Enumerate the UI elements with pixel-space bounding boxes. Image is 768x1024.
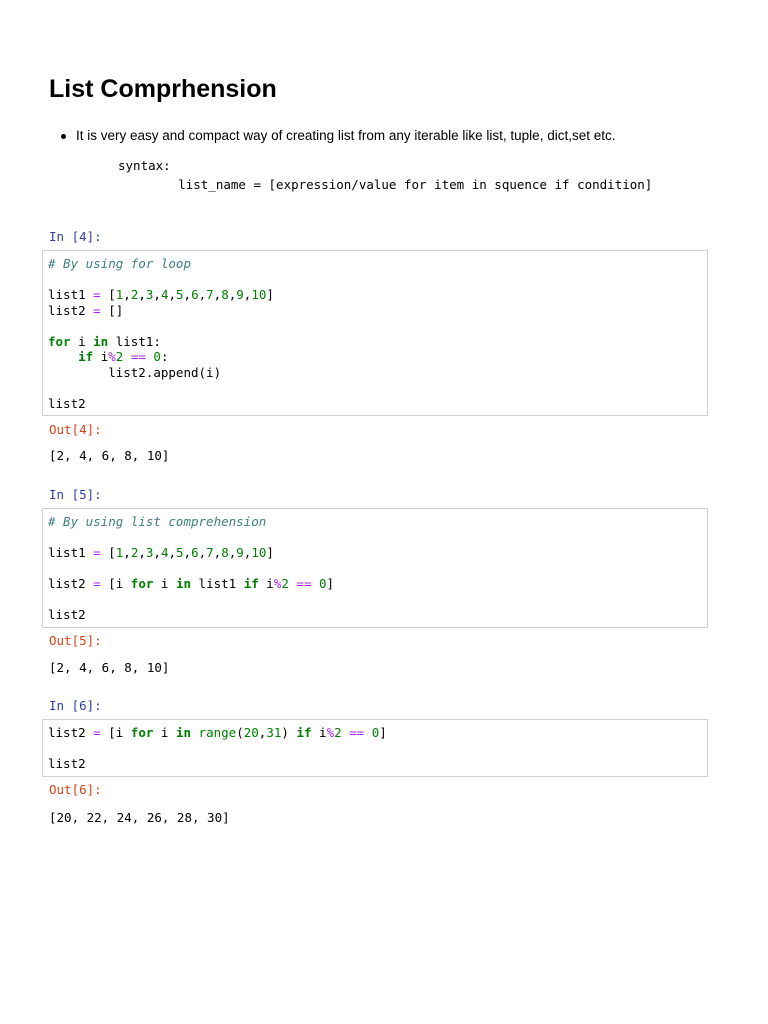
code-cell-5[interactable]: [42, 508, 708, 628]
bullet-dot: [61, 134, 66, 139]
cell-output-5: [2, 4, 6, 8, 10]: [49, 660, 170, 675]
bullet-text: It is very easy and compact way of creating list from any iterable like list, tuple, dict,set etc.: [76, 128, 616, 143]
out-prompt-6: Out[6]:: [49, 782, 102, 797]
syntax-line: list_name = [expression/value for item in squence if condition]: [178, 177, 653, 192]
in-prompt-5: In [5]:: [49, 487, 102, 502]
code-cell-6[interactable]: [42, 719, 708, 777]
page-title: List Comprhension: [49, 75, 277, 103]
out-prompt-4: Out[4]:: [49, 422, 102, 437]
code-block: # By using list comprehension list1 = [1,2,3,4,5,6,7,8,9,10] list2 = [i for i in list1 if i%2 == 0] list2: [48, 514, 335, 622]
in-prompt-6: In [6]:: [49, 698, 102, 713]
in-prompt-4: In [4]:: [49, 229, 102, 244]
code-cell-4[interactable]: [42, 250, 708, 416]
code-block: list2 = [i for i in range(20,31) if i%2 == 0] list2: [48, 725, 387, 771]
syntax-block: [118, 156, 652, 194]
out-prompt-5: Out[5]:: [49, 633, 102, 648]
cell-output-4: [2, 4, 6, 8, 10]: [49, 448, 170, 463]
cell-output-6: [20, 22, 24, 26, 28, 30]: [49, 810, 230, 825]
code-block: # By using for loop list1 = [1,2,3,4,5,6,7,8,9,10] list2 = [] for i in list1: if i%2 == 0: list2.append(i) list2: [48, 256, 274, 411]
syntax-label: syntax:: [118, 158, 171, 173]
